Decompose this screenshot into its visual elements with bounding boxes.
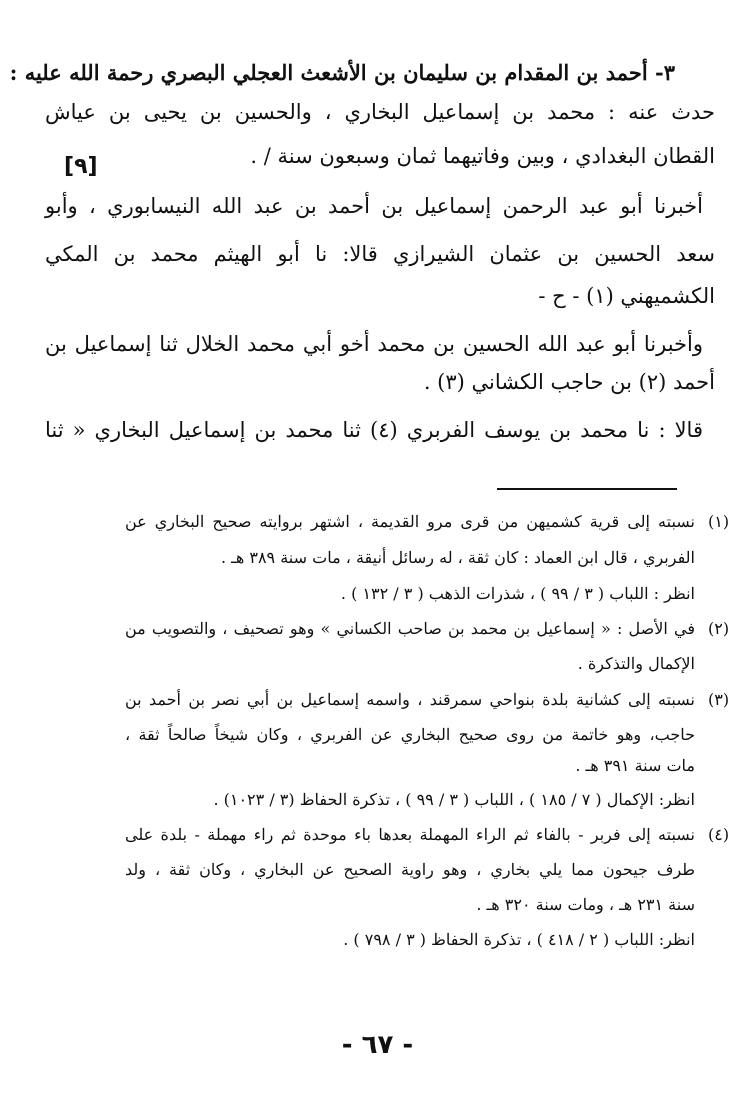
- footnote-line: نسبته إلى فربر - بالفاء ثم الراء المهملة بعدها باء موحدة ثم راء مهملة - بلدة على: [125, 825, 695, 844]
- footnote-line: في الأصل : « إسماعيل بن محمد بن صاحب الكساني » وهو تصحيف ، والتصويب من: [125, 619, 695, 638]
- body-line: وأخبرنا أبو عبد الله الحسين بن محمد أخو أبي محمد الخلال ثنا إسماعيل بن: [45, 332, 703, 356]
- section-heading: ٣- أحمد بن المقدام بن سليمان بن الأشعث العجلي البصري رحمة الله عليه :: [9, 60, 675, 85]
- footnote-line: سنة ٢٣١ هـ ، ومات سنة ٣٢٠ هـ .: [476, 895, 695, 914]
- footnote-line: انظر: الإكمال ( ٧ / ١٨٥ ) ، اللباب ( ٣ / ٩٩ ) ، تذكرة الحفاظ (٣ / ١٠٢٣) .: [213, 790, 695, 809]
- footnote-line: الفربري ، قال ابن العماد : كان ثقة ، له رسائل أنيقة ، مات سنة ٣٨٩ هـ .: [220, 548, 695, 567]
- body-line: سعد الحسين بن عثمان الشيرازي قالا: نا أبو الهيثم محمد بن المكي: [45, 242, 715, 266]
- footnote-line: حاجب، وهو خاتمة من روى صحيح البخاري عن الفربري ، وكان شيخاً صالحاً ثقة ،: [125, 725, 696, 744]
- footnote-number: (١): [708, 512, 730, 531]
- footnote-line: انظر: اللباب ( ٢ / ٤١٨ ) ، تذكرة الحفاظ ( ٣ / ٧٩٨ ) .: [343, 930, 695, 949]
- footnote-line: مات سنة ٣٩١ هـ .: [575, 756, 695, 775]
- footnote-number: (٤): [708, 825, 730, 844]
- page-marker: [٩]: [64, 154, 98, 179]
- page-number: - ٦٧ -: [341, 1030, 414, 1060]
- footnote-line: الإكمال والتذكرة .: [577, 654, 695, 673]
- body-line: حدث عنه : محمد بن إسماعيل البخاري ، والحسين بن يحيى بن عياش: [45, 100, 715, 124]
- body-line: أخبرنا أبو عبد الرحمن إسماعيل بن أحمد بن عبد الله النيسابوري ، وأبو: [45, 194, 703, 218]
- body-line: القطان البغدادي ، وبين وفاتيهما ثمان وسبعون سنة / .: [250, 144, 715, 168]
- body-line: أحمد (٢) بن حاجب الكشاني (٣) .: [423, 370, 715, 394]
- footnote-separator: [497, 488, 677, 490]
- footnote-line: طرف جيحون مما يلي بخاري ، وهو راوية الصحيح عن البخاري ، وكان ثقة ، ولد: [125, 860, 696, 879]
- footnote-number: (٢): [708, 619, 730, 638]
- body-line: الكشميهني (١) - ح -: [538, 284, 715, 308]
- footnote-line: انظر : اللباب ( ٣ / ٩٩ ) ، شذرات الذهب ( ٣ / ١٣٢ ) .: [340, 584, 695, 603]
- footnote-line: نسبته إلى قرية كشميهن من قرى مرو القديمة ، اشتهر بروايته صحيح البخاري عن: [125, 512, 695, 531]
- footnote-number: (٣): [708, 690, 730, 709]
- footnote-line: نسبته إلى كشانية بلدة بنواحي سمرقند ، واسمه إسماعيل بن أبي نصر بن أحمد بن: [125, 690, 695, 709]
- body-line: قالا : نا محمد بن يوسف الفربري (٤) ثنا محمد بن إسماعيل البخاري « ثنا: [45, 418, 703, 442]
